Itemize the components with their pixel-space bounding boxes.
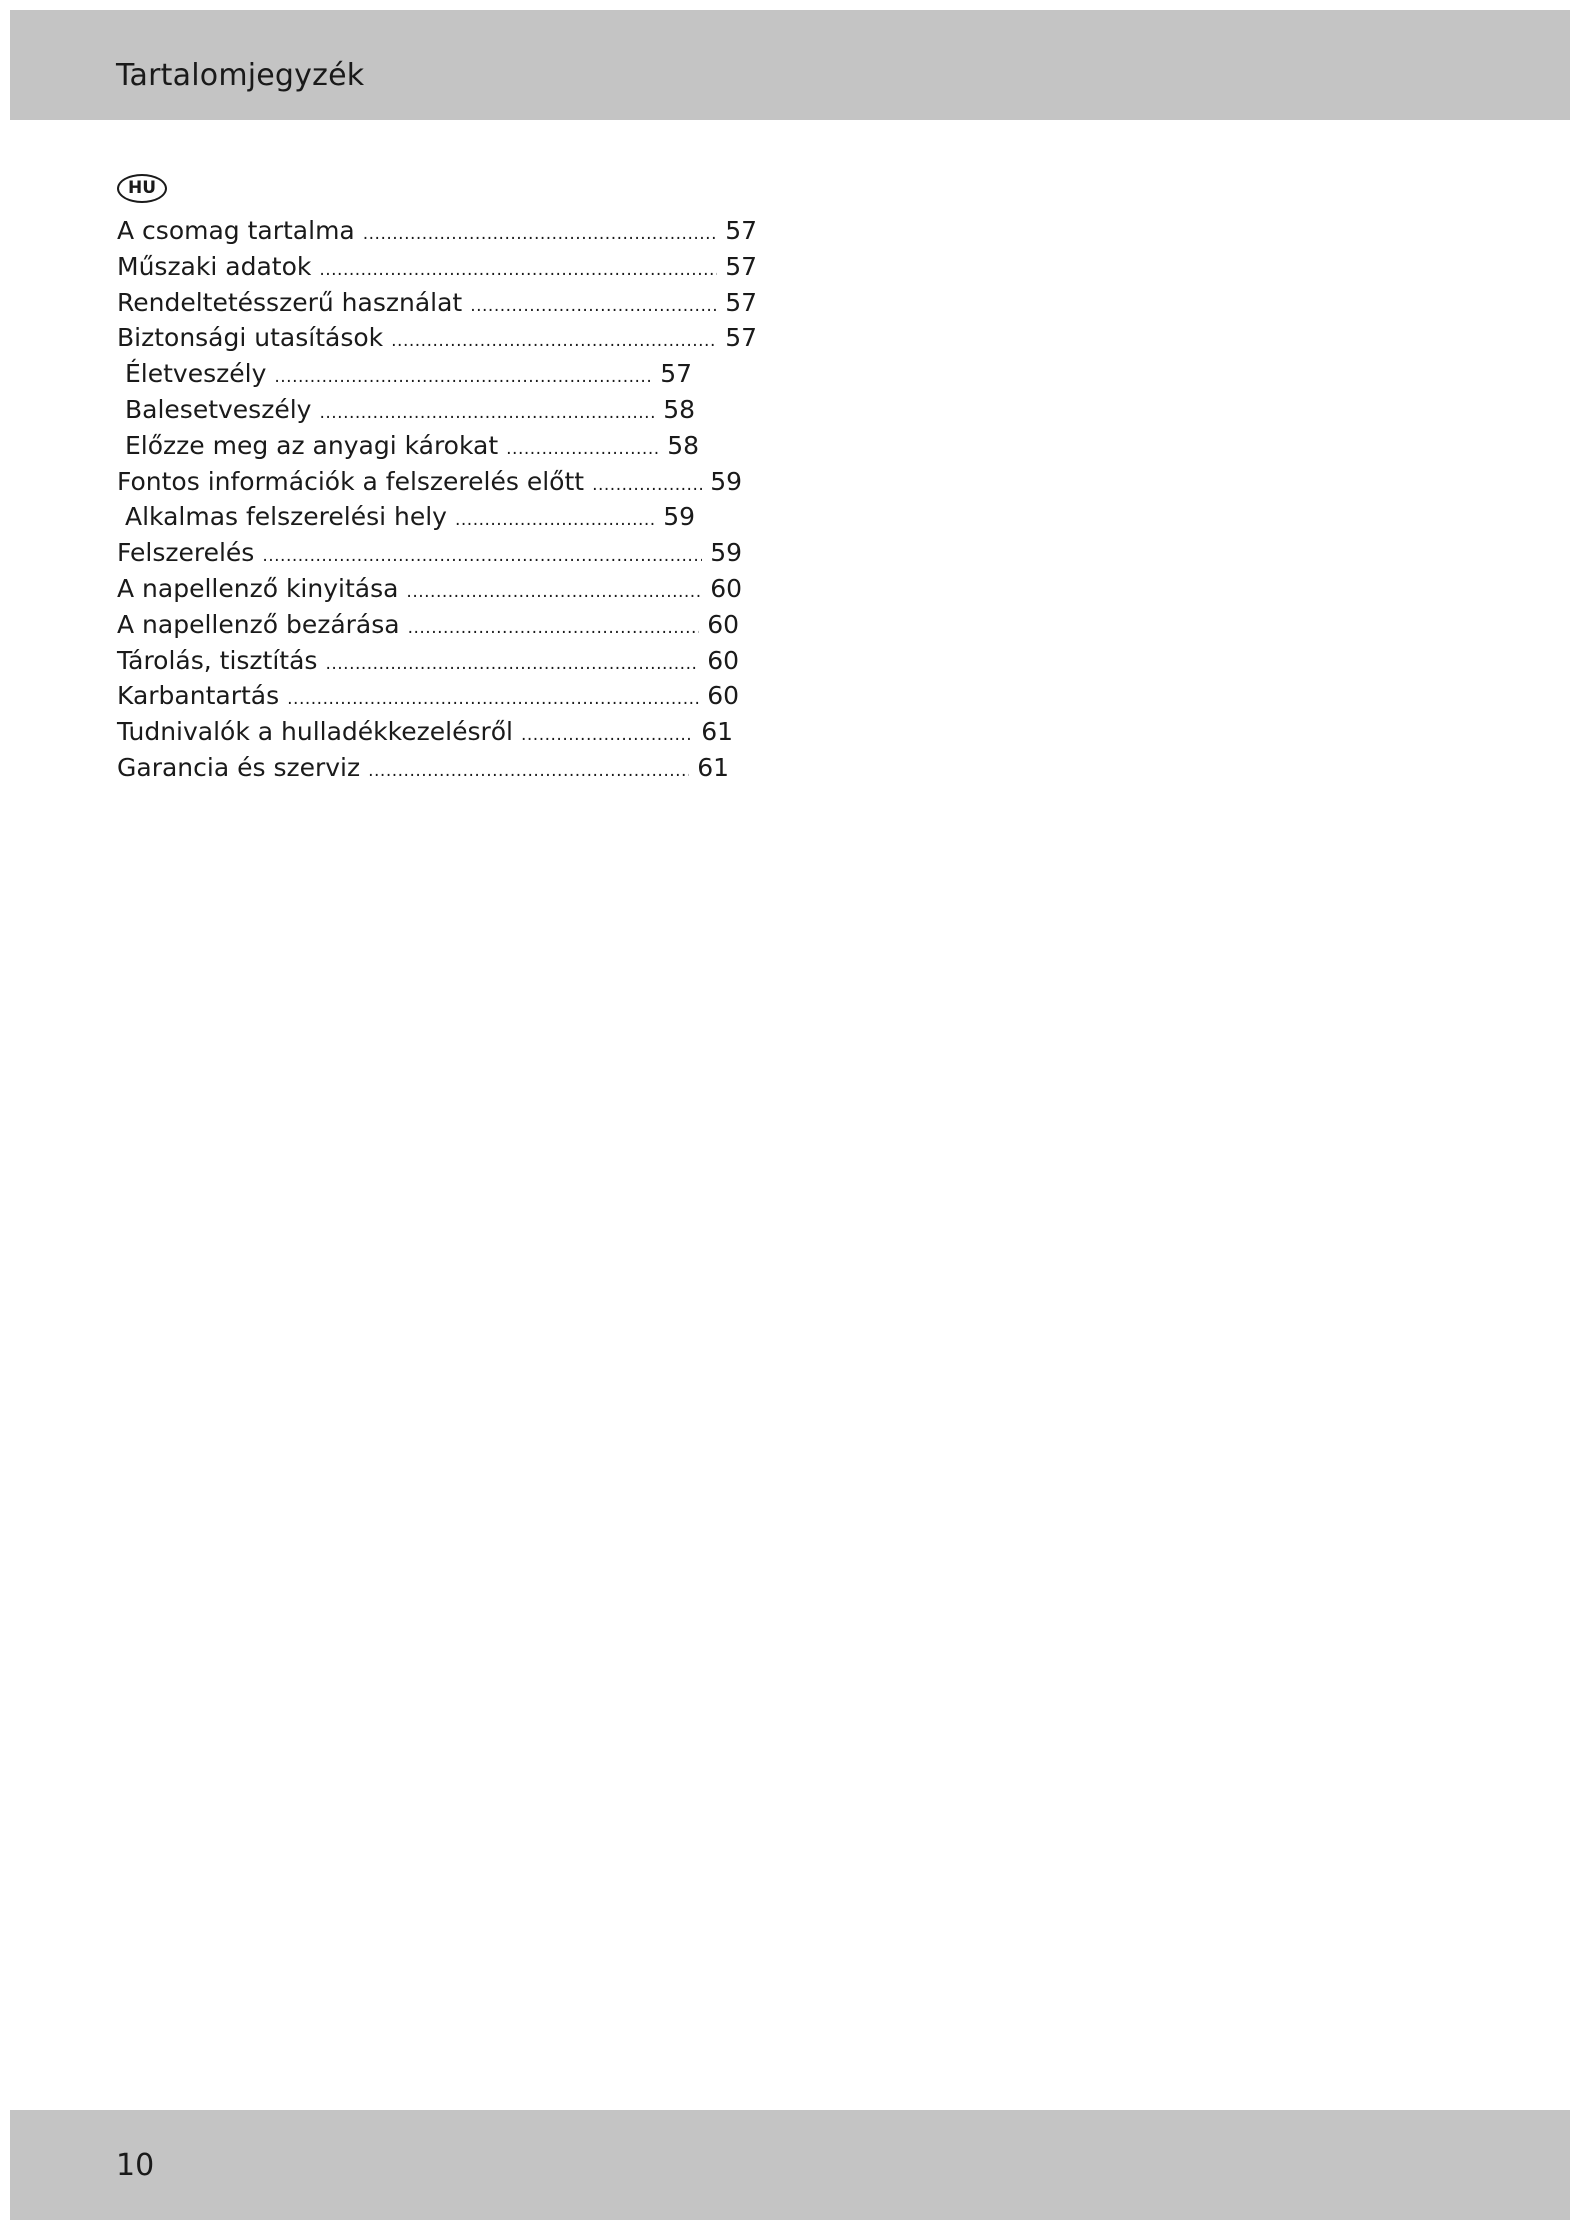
dot-leader — [319, 396, 655, 432]
dot-leader — [274, 360, 652, 396]
toc-subentry[interactable] — [117, 392, 695, 428]
toc-entry-label: Rendeltetésszerű használat — [117, 287, 463, 317]
toc-entry-page: 58 — [667, 430, 699, 460]
toc-entry-page: 60 — [707, 681, 739, 711]
toc-entry-page: 57 — [725, 251, 757, 281]
toc-entry-page: 59 — [710, 538, 742, 568]
toc-entry[interactable] — [117, 678, 739, 714]
toc-subentry[interactable] — [117, 356, 692, 392]
toc-entry-page: 58 — [663, 394, 695, 424]
dot-leader — [592, 468, 702, 504]
toc-entry-page: 61 — [697, 752, 729, 782]
toc-entry[interactable] — [117, 535, 742, 571]
dot-leader — [287, 682, 699, 718]
toc-entry-label: Életveszély — [125, 359, 267, 389]
toc-entry[interactable] — [117, 249, 757, 285]
dot-leader — [262, 539, 702, 575]
page-title: Tartalomjegyzék — [116, 58, 365, 93]
toc-entry[interactable] — [117, 607, 739, 643]
toc-entry-page: 57 — [660, 359, 692, 389]
toc-entry-label: A napellenző kinyitása — [117, 573, 399, 603]
footer-bar — [10, 2110, 1570, 2220]
toc-entry[interactable] — [117, 213, 757, 249]
toc-entry[interactable] — [117, 714, 733, 750]
dot-leader — [521, 718, 693, 754]
dot-leader — [408, 611, 700, 647]
toc-entry[interactable] — [117, 571, 742, 607]
toc-entry-page: 61 — [701, 717, 733, 747]
dot-leader — [319, 253, 717, 289]
toc-entry[interactable] — [117, 643, 739, 679]
toc-entry-page: 57 — [725, 216, 757, 245]
dot-leader — [470, 289, 717, 325]
dot-leader — [455, 503, 655, 539]
toc-entry-label: Tudnivalók a hulladékkezelésről — [117, 717, 513, 747]
toc-entry-label: Alkalmas felszerelési hely — [125, 502, 447, 532]
dot-leader — [506, 432, 659, 468]
toc-entry-label: Fontos információk a felszerelés előtt — [117, 466, 585, 496]
dot-leader — [368, 754, 689, 790]
language-badge: HU — [117, 174, 167, 203]
header-bar — [10, 10, 1570, 120]
toc-entry-page: 59 — [710, 466, 742, 496]
toc-entry[interactable] — [117, 464, 742, 500]
page-number: 10 — [116, 2148, 155, 2183]
dot-leader — [325, 647, 699, 683]
toc-entry-label: Felszerelés — [117, 538, 255, 568]
toc-entry-label: Garancia és szerviz — [117, 752, 361, 782]
toc-entry-page: 60 — [707, 645, 739, 675]
toc-entry-label: Biztonsági utasítások — [117, 323, 384, 353]
dot-leader — [363, 217, 717, 253]
dot-leader — [391, 324, 717, 360]
toc-entry-page: 57 — [725, 287, 757, 317]
toc-entry-label: Tárolás, tisztítás — [117, 645, 318, 675]
toc-entry-label: Műszaki adatok — [117, 251, 312, 281]
toc-entry-page: 60 — [707, 609, 739, 639]
toc-entry-label: Balesetveszély — [125, 394, 312, 424]
table-of-contents — [117, 213, 757, 786]
toc-subentry[interactable] — [117, 428, 699, 464]
toc-entry-label: A napellenző bezárása — [117, 609, 400, 639]
toc-entry-label: Előzze meg az anyagi károkat — [125, 430, 499, 460]
toc-entry-page: 59 — [663, 502, 695, 532]
toc-entry-label: Karbantartás — [117, 681, 280, 711]
toc-entry[interactable] — [117, 285, 757, 321]
toc-entry[interactable] — [117, 750, 729, 786]
toc-entry[interactable] — [117, 320, 757, 356]
toc-entry-page: 57 — [725, 323, 757, 353]
toc-subentry[interactable] — [117, 499, 695, 535]
toc-entry-page: 60 — [710, 573, 742, 603]
toc-entry-label: A csomag tartalma — [117, 216, 355, 245]
dot-leader — [406, 575, 702, 611]
